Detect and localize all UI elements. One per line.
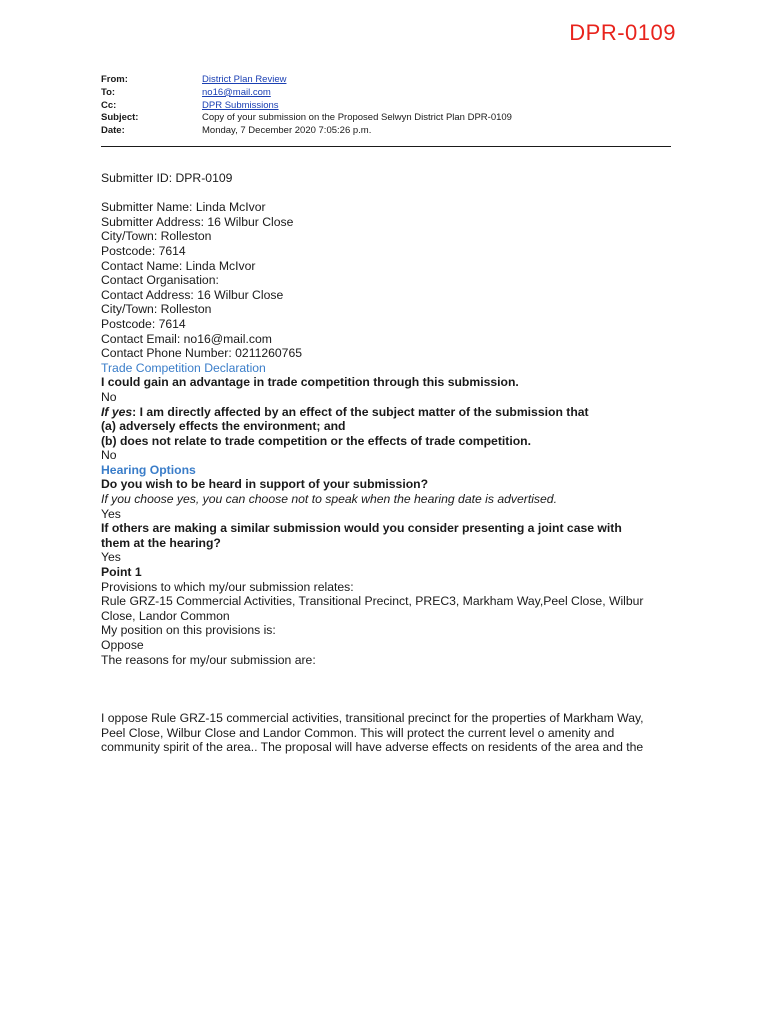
- cc-link[interactable]: DPR Submissions: [202, 99, 279, 111]
- contact-name: Contact Name: Linda McIvor: [101, 258, 256, 273]
- hearing-question-2-cont: them at the hearing?: [101, 535, 221, 550]
- date-label: Date:: [101, 125, 125, 137]
- trade-heading: Trade Competition Declaration: [101, 360, 266, 375]
- position-label: My position on this provisions is:: [101, 623, 276, 638]
- provisions-text: Rule GRZ-15 Commercial Activities, Transitional Precinct, PREC3, Markham Way,Peel Close, Wilbur: [101, 594, 644, 609]
- from-row: [101, 74, 671, 87]
- contact-postcode: Postcode: 7614: [101, 316, 186, 331]
- trade-question-2: [101, 405, 671, 420]
- submitter-name: Submitter Name: Linda McIvor: [101, 200, 266, 215]
- to-label: To:: [101, 86, 116, 98]
- subject-value: Copy of your submission on the Proposed Selwyn District Plan DPR-0109: [202, 112, 512, 124]
- submission-body: [101, 171, 671, 755]
- contact-email: Contact Email: no16@mail.com: [101, 331, 272, 346]
- reasons-text: I oppose Rule GRZ-15 commercial activities, transitional precinct for the properties of Markham Way,: [101, 711, 644, 726]
- submitter-city: City/Town: Rolleston: [101, 229, 212, 244]
- subject-label: Subject:: [101, 112, 139, 124]
- contact-address: Contact Address: 16 Wilbur Close: [101, 287, 284, 302]
- reasons-text-3: community spirit of the area.. The proposal will have adverse effects on residents of the area and the: [101, 740, 644, 755]
- hearing-note: If you choose yes, you can choose not to speak when the hearing date is advertised.: [101, 492, 557, 507]
- trade-answer-2: No: [101, 448, 117, 463]
- trade-question-2-line-a: (a) adversely effects the environment; and: [101, 419, 346, 434]
- reasons-text-2: Peel Close, Wilbur Close and Landor Common. This will protect the current level o amenity and: [101, 725, 615, 740]
- from-label: From:: [101, 74, 128, 85]
- submitter-address: Submitter Address: 16 Wilbur Close: [101, 214, 294, 229]
- date-row: [101, 125, 671, 138]
- submitter-id: Submitter ID: DPR-0109: [101, 171, 233, 185]
- email-header: [101, 74, 671, 138]
- point-title: Point 1: [101, 565, 142, 580]
- trade-question-2-text: : I am directly affected by an effect of the subject matter of the submission that: [132, 404, 589, 419]
- contact-phone: Contact Phone Number: 0211260765: [101, 346, 303, 361]
- trade-question-1: I could gain an advantage in trade competition through this submission.: [101, 375, 519, 390]
- header-divider: [101, 146, 671, 147]
- trade-answer-1: No: [101, 389, 117, 404]
- submitter-details: [101, 200, 671, 361]
- hearing-question-1: Do you wish to be heard in support of your submission?: [101, 477, 429, 492]
- hearing-question-2: If others are making a similar submission would you consider presenting a joint case with: [101, 521, 622, 536]
- provisions-text-cont: Close, Landor Common: [101, 608, 230, 623]
- cc-label: Cc:: [101, 99, 117, 111]
- hearing-answer-2: Yes: [101, 550, 121, 565]
- cc-row: [101, 100, 671, 113]
- from-link[interactable]: District Plan Review: [202, 74, 287, 85]
- contact-organisation: Contact Organisation:: [101, 273, 219, 288]
- submitter-postcode: Postcode: 7614: [101, 243, 186, 258]
- contact-city: City/Town: Rolleston: [101, 302, 212, 317]
- provisions-label: Provisions to which my/our submission relates:: [101, 579, 354, 594]
- trade-question-2-prefix: If yes: [101, 404, 133, 419]
- date-value: Monday, 7 December 2020 7:05:26 p.m.: [202, 125, 372, 137]
- position-value: Oppose: [101, 638, 144, 652]
- trade-question-2-line-b: (b) does not relate to trade competition or the effects of trade competition.: [101, 433, 531, 448]
- hearing-answer-1: Yes: [101, 506, 121, 521]
- to-row: [101, 87, 671, 100]
- hearing-heading: Hearing Options: [101, 462, 196, 477]
- subject-row: [101, 112, 671, 125]
- document-id: DPR-0109: [569, 20, 676, 45]
- to-link[interactable]: no16@mail.com: [202, 86, 271, 98]
- reasons-label: The reasons for my/our submission are:: [101, 652, 316, 667]
